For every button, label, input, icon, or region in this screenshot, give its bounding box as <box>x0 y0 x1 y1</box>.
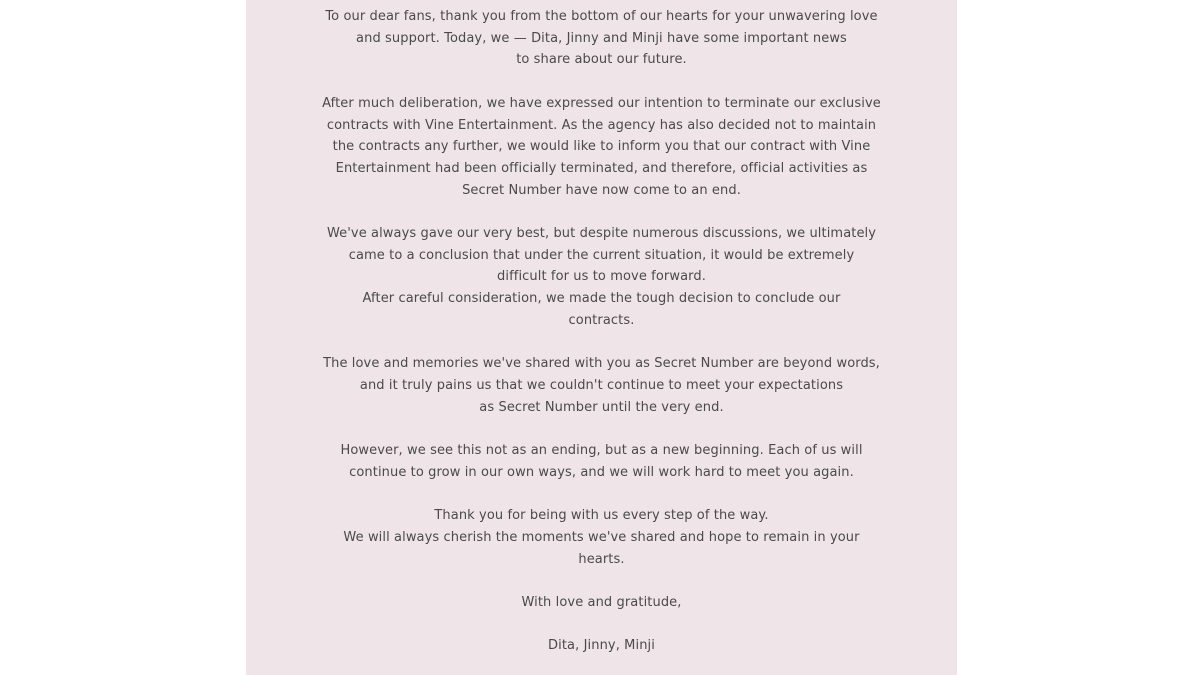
letter-page <box>246 0 957 675</box>
text-line: as Secret Number until the very end. <box>479 399 724 415</box>
closing-salutation <box>246 592 957 614</box>
paragraph-memories <box>246 353 957 418</box>
text-line: and it truly pains us that we couldn't continue to meet your expectations <box>359 377 844 393</box>
text-line: To our dear fans, thank you from the bottom of our hearts for your unwavering love <box>325 9 878 24</box>
text-line: We will always cherish the moments we've shared and hope to remain in your <box>343 529 860 545</box>
text-line: contracts. <box>568 312 635 328</box>
paragraph-contract-termination <box>246 93 957 202</box>
paragraph-intro <box>246 6 957 71</box>
text-line: the contracts any further, we would like to inform you that our contract with Vine <box>332 139 871 155</box>
paragraph-new-beginning <box>246 440 957 483</box>
text-line: After careful consideration, we made the tough decision to conclude our <box>362 291 841 307</box>
paragraph-decision <box>246 223 957 332</box>
text-line: Secret Number have now come to an end. <box>462 182 741 198</box>
text-line: With love and gratitude, <box>521 594 682 610</box>
text-line: Dita, Jinny, Minji <box>548 638 655 654</box>
text-line: The love and memories we've shared with you as Secret Number are beyond words, <box>323 356 880 372</box>
paragraph-thanks <box>246 505 957 570</box>
text-line: difficult for us to move forward. <box>497 269 706 285</box>
text-line: After much deliberation, we have expressed our intention to terminate our exclusive <box>322 95 881 111</box>
text-line: continue to grow in our own ways, and we will work hard to meet you again. <box>349 464 854 480</box>
text-line: and support. Today, we — Dita, Jinny and Minji have some important news <box>356 30 847 46</box>
text-line: to share about our future. <box>516 52 687 68</box>
text-line: contracts with Vine Entertainment. As the agency has also decided not to maintain <box>326 117 877 133</box>
text-line: However, we see this not as an ending, but as a new beginning. Each of us will <box>340 443 863 458</box>
signature <box>246 635 957 657</box>
text-line: Thank you for being with us every step of the way. <box>434 508 769 524</box>
text-line: We've always gave our very best, but despite numerous discussions, we ultimately <box>326 226 877 241</box>
text-line: came to a conclusion that under the current situation, it would be extremely <box>348 247 855 263</box>
text-line: Entertainment had been officially terminated, and therefore, official activities as <box>335 160 868 176</box>
text-line: hearts. <box>578 551 625 567</box>
